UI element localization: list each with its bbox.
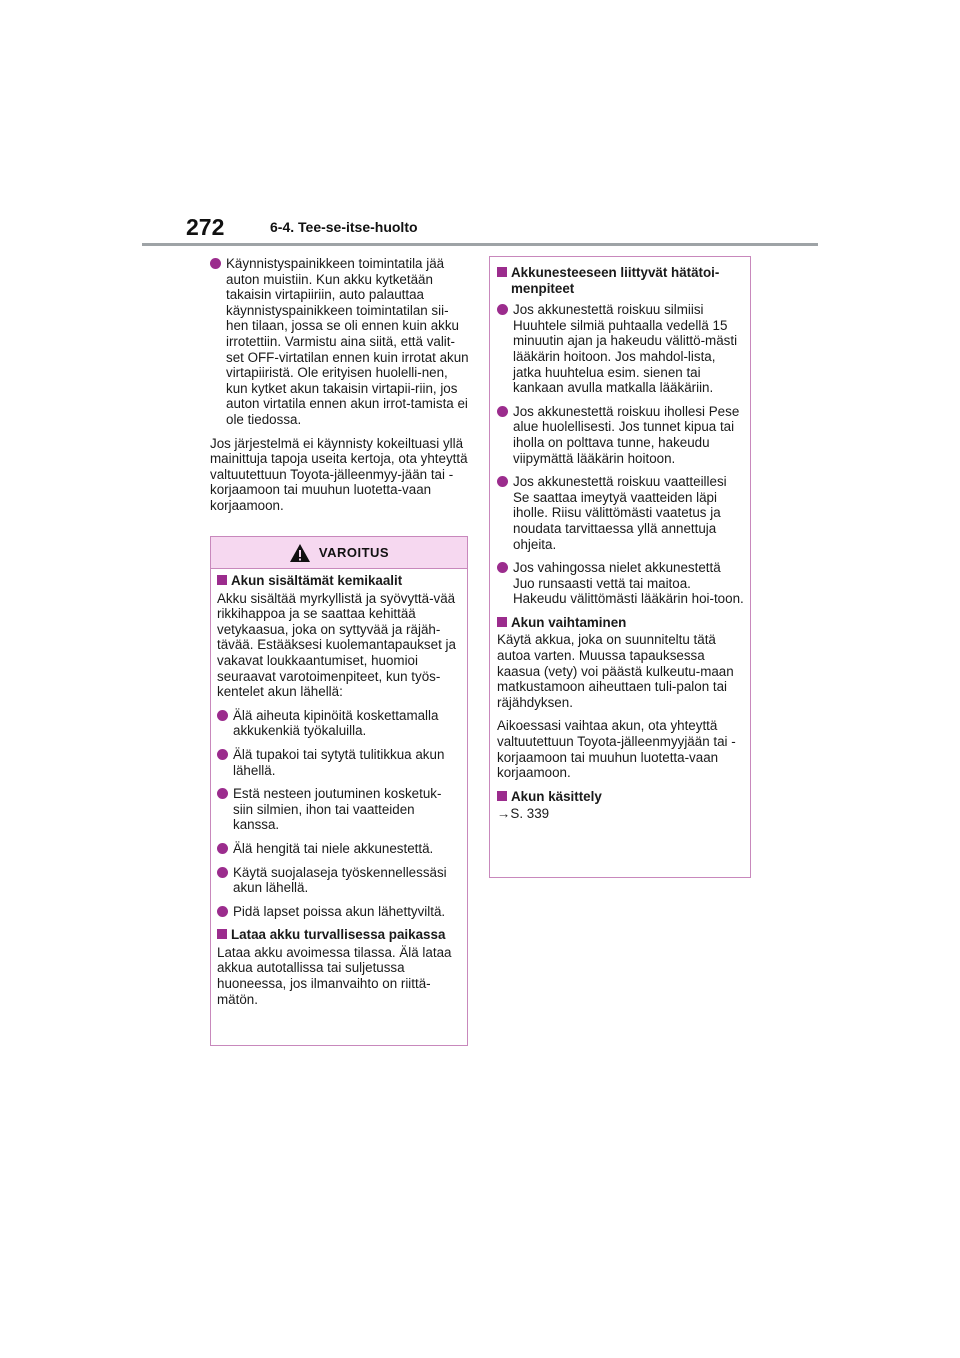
heading-handling: Akun käsittely (497, 789, 744, 805)
warning-bullet: Älä tupakoi tai sytytä tulitikkua akun lähellä. (217, 747, 461, 778)
warning-box (210, 536, 468, 1046)
emergency-bullet: Jos vahingossa nielet akkunestettä Juo runsaasti vettä tai maitoa. Hakeudu välittömästi lääkärin hoi-toon. (497, 560, 744, 607)
warning-text-charging: Lataa akku avoimessa tilassa. Älä lataa akkua autotallissa tai suljetussa huoneessa, jos ilmanvaihto on riittä-mätön. (217, 944, 452, 1007)
replacement-text: Käytä akkua, joka on suunniteltu tätä autoa varten. Muussa tapauksessa kaasua (vety) voi päästä kulkeutu-maan matkustamoon aiheuttaen tuli-palon tai räjähdyksen. (497, 632, 734, 710)
warning-body (211, 569, 467, 1007)
right-warning-box (489, 256, 751, 878)
warning-header (211, 537, 467, 569)
warning-title: VAROITUS (318, 545, 390, 560)
warning-bullet: Käytä suojalaseja työskennellessäsi akun lähellä. (217, 865, 461, 896)
emergency-bullet: Jos akkunestettä roiskuu silmiisi Huuhtele silmiä puhtaalla vedellä 15 minuutin ajan ja hakeudu välittö-mästi lääkärin hoitoon. Jos mahdol-lista, jatka huuhtelua esim. sienen tai kankaan avulla matkalla lääkäriin. (497, 302, 744, 396)
emergency-bullet: Jos akkunestettä roiskuu vaatteillesi Se saattaa imeytyä vaatteiden läpi iholle. Riisu välittömästi vaatetus ja noudata tarvittaessa yllä annettuja ohjeita. (497, 474, 744, 552)
page-reference-link[interactable]: →S. 339 (497, 806, 550, 822)
warning-bullet: Estä nesteen joutuminen kosketuk-siin silmien, ihon tai vaatteiden kanssa. (217, 786, 461, 833)
warning-triangle-icon (289, 543, 311, 563)
emergency-bullet: Jos akkunestettä roiskuu ihollesi Pese alue huolellisesti. Jos tunnet kipua tai iholla on polttava tunne, hakeudu viipymättä lääkärin hoitoon. (497, 404, 744, 466)
warning-bullet: Pidä lapset poissa akun lähettyviltä. (217, 904, 461, 920)
info-paragraph: Jos järjestelmä ei käynnisty kokeiltuasi yllä mainittuja tapoja useita kertoja, ota yhteyttä valtuutettuun Toyota-jälleenmyy-jään tai -korjaamoon tai muuhun luotetta-vaan korjaamoon. (210, 435, 468, 513)
warning-heading-chemicals: Akun sisältämät kemikaalit (217, 573, 461, 589)
warning-bullet: Älä aiheuta kipinöitä koskettamalla akkukenkiä työkaluilla. (217, 708, 461, 739)
section-title: 6-4. Tee-se-itse-huolto (270, 219, 418, 235)
heading-emergency: Akkunesteeseen liittyvät hätätoi-menpiteet (497, 265, 744, 296)
header-divider (142, 243, 818, 246)
warning-heading-charging: Lataa akku turvallisessa paikassa (217, 927, 461, 943)
left-column (210, 256, 470, 522)
replacement-contact-text: Aikoessasi vaihtaa akun, ota yhteyttä valtuutettuun Toyota-jälleenmyyjään tai -korjaamoon tai muuhun luotetta-vaan korjaamoon. (497, 718, 736, 781)
warning-bullet: Älä hengitä tai niele akkunestettä. (217, 841, 461, 857)
info-bullet: Käynnistyspainikkeen toimintatila jää auton muistiin. Kun akku kytketään takaisin virtapiiriin, auto palauttaa käynnistyspainikkeen toimintatilan sii-hen tilaan, jossa se oli ennen kuin akku irrotettiin. Varmistu aina siitä, että valit-set OFF-virtatilan ennen kuin irrotat akun virtapiiristä. Ole erityisen huolelli-nen, kun kytket akun takaisin virtapii-riin, jos auton virtatila ennen akun irrot-tamista ei ole tiedossa. (210, 256, 470, 428)
warning-text-chemicals: Akku sisältää myrkyllistä ja syövyttä-vää rikkihappoa ja se saattaa kehittää vetykaasua, joka on syttyvää ja räjäh-tävää. Estääksesi kuolemantapaukset ja vakavat loukkaantumiset, huomioi seuraavat varotoimenpiteet, kun työs-kentelet akun lähellä: (217, 590, 456, 700)
page-number: 272 (186, 214, 225, 240)
heading-replacement: Akun vaihtaminen (497, 615, 744, 631)
